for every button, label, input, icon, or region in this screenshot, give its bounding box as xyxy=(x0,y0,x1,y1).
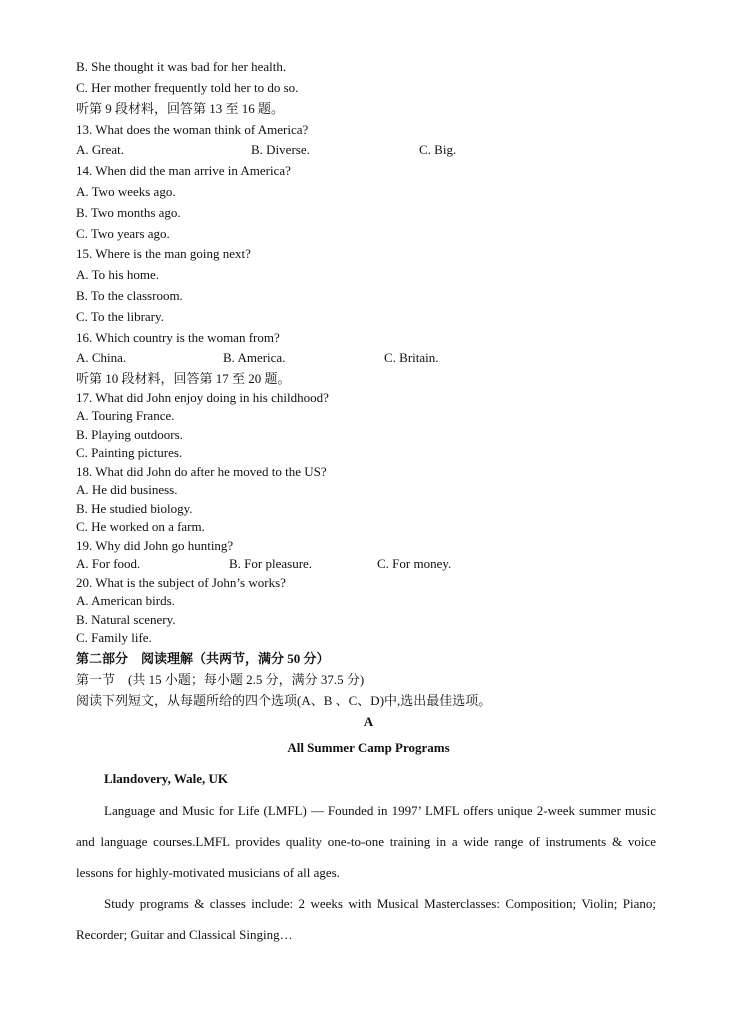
q18-option-c: C. He worked on a farm. xyxy=(76,519,205,534)
q20-option-c: C. Family life. xyxy=(76,630,152,645)
q20-option-b: B. Natural scenery. xyxy=(76,612,176,627)
q14-option-b: B. Two months ago. xyxy=(76,205,181,220)
reading-instructions: 阅读下列短文，从每题所给的四个选项(A、B 、C、D)中,选出最佳选项。 xyxy=(76,693,492,708)
q13-option-a: A. Great. xyxy=(76,142,125,157)
q13-option-c: C. Big. xyxy=(419,142,457,157)
q19-stem: 19. Why did John go hunting? xyxy=(76,538,234,553)
passage-paragraph-1: Language and Music for Life (LMFL) — Founded in 1997’ LMFL offers unique 2-week summer music and language courses.LMFL provides quality one-to-one training in a wide range of instruments & voice lessons for highly-motivated musicians of all ages. xyxy=(76,803,656,880)
q16-option-b: B. America. xyxy=(223,350,286,365)
q17-stem: 17. What did John enjoy doing in his childhood? xyxy=(76,390,329,405)
q20-stem: 20. What is the subject of John’s works? xyxy=(76,575,286,590)
passage-title: All Summer Camp Programs xyxy=(287,740,450,755)
q17-option-a: A. Touring France. xyxy=(76,408,175,423)
q16-stem: 16. Which country is the woman from? xyxy=(76,330,280,345)
q18-stem: 18. What did John do after he moved to the US? xyxy=(76,464,327,479)
q12-option-c: C. Her mother frequently told her to do so. xyxy=(76,80,299,95)
section9-header: 听第 9 段材料，回答第 13 至 16 题。 xyxy=(76,101,285,116)
q19-option-b: B. For pleasure. xyxy=(229,556,313,571)
q15-option-b: B. To the classroom. xyxy=(76,288,183,303)
q13-stem: 13. What does the woman think of America? xyxy=(76,122,309,137)
q17-option-c: C. Painting pictures. xyxy=(76,445,183,460)
q16-option-c: C. Britain. xyxy=(384,350,439,365)
passage-paragraph-2: Study programs & classes include: 2 weeks with Musical Masterclasses: Composition; Violin; Piano; Recorder; Guitar and Classical Singing… xyxy=(76,896,656,942)
q18-option-b: B. He studied biology. xyxy=(76,501,193,516)
q18-option-a: A. He did business. xyxy=(76,482,178,497)
q14-option-a: A. Two weeks ago. xyxy=(76,184,176,199)
q20-option-a: A. American birds. xyxy=(76,593,175,608)
q17-option-b: B. Playing outdoors. xyxy=(76,427,183,442)
q14-option-c: C. Two years ago. xyxy=(76,226,170,241)
q19-option-a: A. For food. xyxy=(76,556,141,571)
q14-stem: 14. When did the man arrive in America? xyxy=(76,163,291,178)
q19-option-c: C. For money. xyxy=(377,556,452,571)
section10-header: 听第 10 段材料，回答第 17 至 20 题。 xyxy=(76,371,291,386)
passage-location: Llandovery, Wale, UK xyxy=(104,771,228,786)
q15-option-a: A. To his home. xyxy=(76,267,159,282)
part2-title: 第二部分 阅读理解（共两节，满分 50 分） xyxy=(76,651,330,666)
section1-title: 第一节 (共 15 小题；每小题 2.5 分，满分 37.5 分) xyxy=(76,672,365,687)
q15-stem: 15. Where is the man going next? xyxy=(76,246,251,261)
q16-option-a: A. China. xyxy=(76,350,127,365)
q12-option-b: B. She thought it was bad for her health. xyxy=(76,59,287,74)
passage-letter: A xyxy=(363,714,374,729)
q15-option-c: C. To the library. xyxy=(76,309,164,324)
q13-option-b: B. Diverse. xyxy=(251,142,310,157)
